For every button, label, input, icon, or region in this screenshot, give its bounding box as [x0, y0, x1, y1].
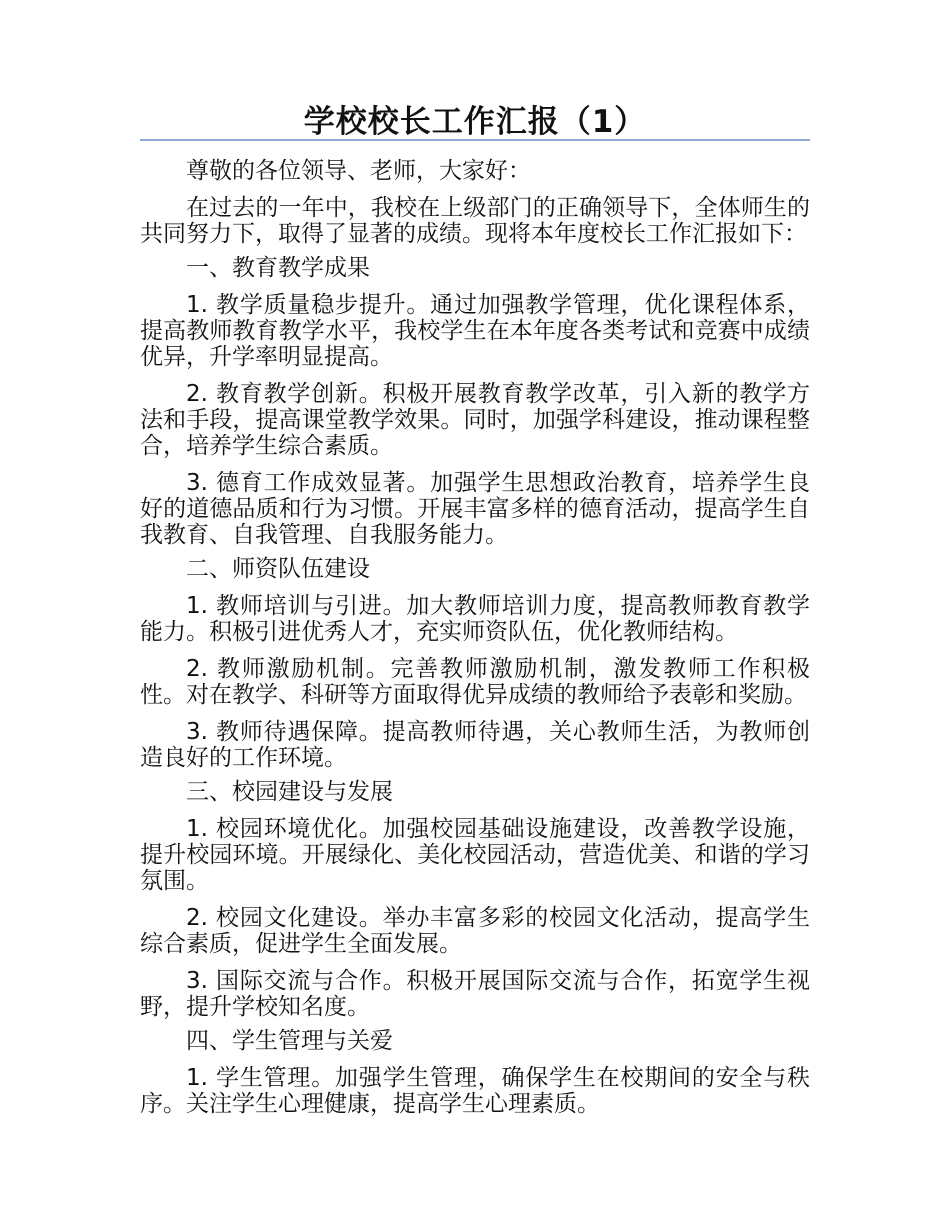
section-item: 3. 德育工作成效显著。加强学生思想政治教育，培养学生良好的道德品质和行为习惯。开展丰富多样的德育活动，提高学生自我教育、自我管理、自我服务能力。	[140, 470, 810, 548]
section-item: 2. 教师激励机制。完善教师激励机制，激发教师工作积极性。对在教学、科研等方面取得优异成绩的教师给予表彰和奖励。	[140, 656, 810, 708]
section-item: 2. 校园文化建设。举办丰富多彩的校园文化活动，提高学生综合素质，促进学生全面发展。	[140, 905, 810, 957]
section-item: 3. 教师待遇保障。提高教师待遇，关心教师生活，为教师创造良好的工作环境。	[140, 719, 810, 771]
section-item: 3. 国际交流与合作。积极开展国际交流与合作，拓宽学生视野，提升学校知名度。	[140, 968, 810, 1020]
section-heading: 二、师资队伍建设	[186, 556, 370, 582]
section-item: 1. 教学质量稳步提升。通过加强教学管理，优化课程体系，提高教师教育教学水平，我校学生在本年度各类考试和竞赛中成绩优异，升学率明显提高。	[140, 292, 810, 370]
greeting: 尊敬的各位领导、老师，大家好：	[186, 158, 531, 184]
section-item: 1. 学生管理。加强学生管理，确保学生在校期间的安全与秩序。关注学生心理健康，提高学生心理素质。	[140, 1065, 810, 1117]
section-item: 2. 教育教学创新。积极开展教育教学改革，引入新的教学方法和手段，提高课堂教学效果。同时，加强学科建设，推动课程整合，培养学生综合素质。	[140, 381, 810, 459]
section-heading: 一、教育教学成果	[186, 255, 370, 281]
section-item: 1. 校园环境优化。加强校园基础设施建设，改善教学设施，提升校园环境。开展绿化、美化校园活动，营造优美、和谐的学习氛围。	[140, 816, 810, 894]
section-item: 1. 教师培训与引进。加大教师培训力度，提高教师教育教学能力。积极引进优秀人才，充实师资队伍，优化教师结构。	[140, 593, 810, 645]
title-underline	[140, 139, 810, 141]
intro-paragraph: 在过去的一年中，我校在上级部门的正确领导下，全体师生的共同努力下，取得了显著的成绩。现将本年度校长工作汇报如下：	[140, 195, 810, 247]
section-heading: 三、校园建设与发展	[186, 779, 393, 805]
section-heading: 四、学生管理与关爱	[186, 1028, 393, 1054]
document-body	[140, 158, 810, 1117]
document-title: 学校校长工作汇报（1）	[303, 104, 647, 140]
